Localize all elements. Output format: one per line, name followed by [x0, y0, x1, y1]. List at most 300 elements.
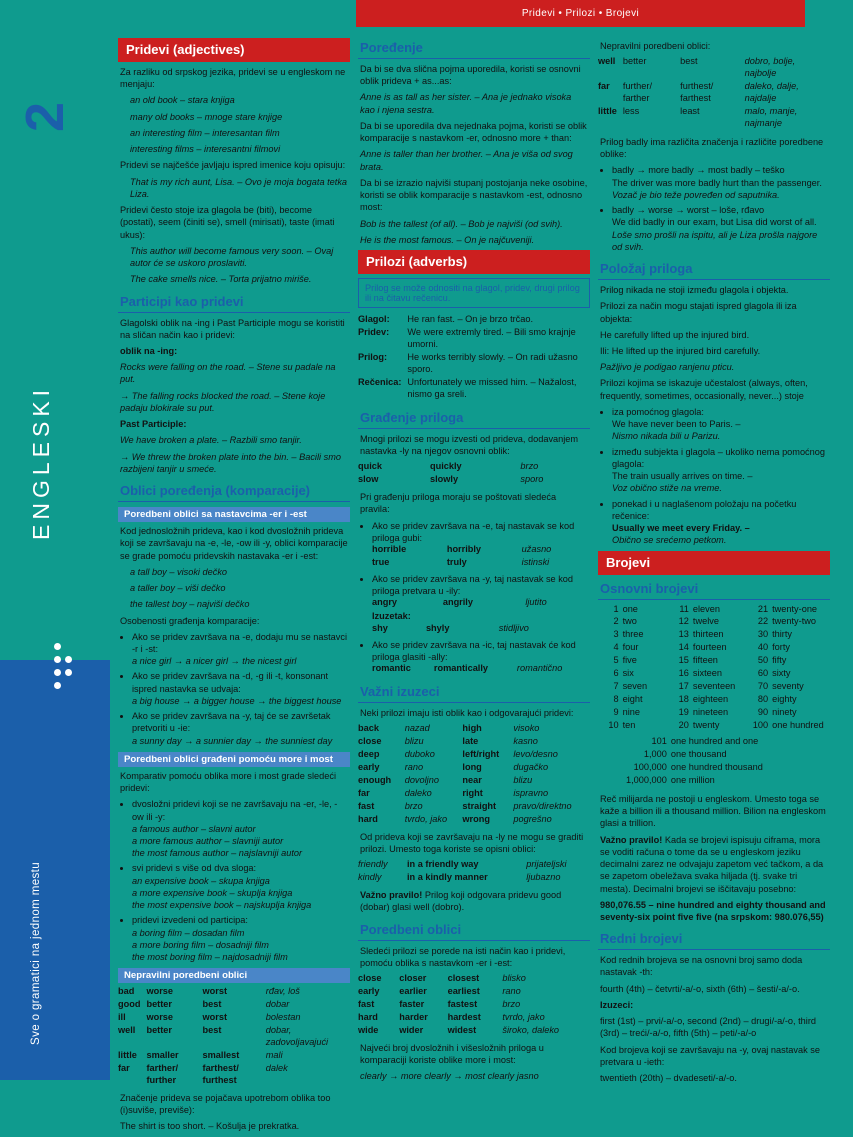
text: Osobenosti građenja komparacije: [120, 615, 260, 626]
table-cell: thirty [772, 629, 793, 640]
numbers-col-3 [753, 604, 830, 734]
list-item [612, 406, 828, 443]
heading-comparison-forms: Oblici poređenja (komparacije) [118, 481, 350, 502]
table-row [598, 720, 675, 733]
heading-adverbs: Prilozi (adverbs) [358, 250, 590, 274]
list-item [132, 862, 348, 911]
table-cell: 70 [757, 681, 769, 692]
table-cell: wide [358, 1024, 379, 1035]
exceptions-intro [358, 707, 590, 719]
text: Nepravilni poredbeni oblici: [600, 41, 711, 51]
adverb-usage-table [358, 314, 590, 402]
example: fourth (4th) – četvrti/-a/-o, sixth (6th) – šesti/-a/-o. [600, 983, 800, 994]
table-row [753, 668, 830, 681]
table-cell: close [358, 736, 382, 747]
column-three [598, 38, 830, 1088]
table-cell: worst [202, 1012, 228, 1023]
rule-example: We did badly in our exam, but Lisa did worst of all. [612, 217, 817, 228]
table-row [358, 859, 590, 872]
table-cell: 15 [678, 655, 689, 666]
table-row [675, 720, 752, 733]
label: Past Participle: [120, 419, 187, 430]
text: Od prideva koji se završavaju na -ly ne mogu se graditi prilozi. Umesto toga koriste se opisni oblici: [360, 831, 584, 855]
table-row [753, 604, 830, 617]
frequency-list [600, 406, 828, 547]
list-item [132, 710, 348, 747]
rule-text: Ako se pridev završava na -y, taj nastavak se kod priloga pretvara u -ily: [372, 573, 574, 597]
table-cell: ljubazno [526, 872, 561, 883]
table-row [358, 352, 590, 377]
table-cell: close [358, 973, 382, 984]
table-row [358, 814, 590, 827]
table-cell: 9 [613, 707, 619, 718]
table-cell: in a kindly manner [407, 872, 488, 883]
table-cell: 30 [757, 629, 769, 640]
numbers-notes [598, 793, 830, 923]
table-cell: early [358, 762, 380, 773]
table-cell: 6 [613, 668, 619, 679]
rule-text: svi pridevi s više od dva sloga: [132, 863, 257, 874]
formation-rule-list [360, 520, 588, 676]
table-cell: shy [372, 622, 388, 633]
table-cell: twenty [692, 720, 720, 731]
heading-adjectives: Pridevi (adjectives) [118, 38, 350, 62]
rule-text: između subjekta i glagola – ukoliko nema pomoćnog glagola: [612, 446, 825, 469]
table-cell: 7 [613, 681, 619, 692]
adjectives-body [118, 66, 350, 286]
table-row [598, 642, 675, 655]
rule-translation: Nismo nikada bili u Parizu. [612, 431, 721, 442]
example: This author will become famous very soon. – Ovaj autor će se uskoro proslaviti. [130, 245, 334, 269]
left-rail [0, 0, 110, 1080]
table-row [598, 56, 830, 81]
text: Komparativ pomoću oblika more i most grade sledeći pridevi: [120, 770, 337, 794]
table-row [675, 655, 752, 668]
adverb-position-body [598, 284, 830, 546]
table-cell: 50 [757, 655, 769, 666]
text: Kod jednosložnih prideva, kao i kod dvosložnih prideva koji se završavaju na -e, -le, -ow ili -y, oblici komparacije se grade pomoću pridevskih nastavaka -er i -est: [120, 526, 348, 561]
same-form-table [358, 723, 590, 827]
irregular-adjectives-table [118, 986, 350, 1088]
table-cell: Glagol: [358, 314, 390, 325]
text [360, 889, 588, 913]
adverb-y-table [372, 597, 588, 610]
table-row [372, 544, 588, 557]
rule-text: Kada se brojevi ispisuju ciframa, mora se voditi računa o tome da se u engleskom jeziku decimalni zarez ne odvajaju zapetom već tačkom, a da se zapetom obeležava svaka hiljada (tj. svake tri mesta). Decimalni brojevi se iščitavaju posebno: [600, 834, 824, 894]
table-cell: eight [622, 694, 643, 705]
table-cell: wrong [462, 813, 490, 824]
example: many old books – mnoge stare knjige [130, 111, 283, 122]
table-cell: eighty [772, 694, 797, 705]
table-row [358, 999, 590, 1012]
rule-example: We have never been to Paris. – [612, 419, 741, 430]
table-cell: harder [399, 1012, 428, 1022]
heading-participles: Participi kao pridevi [118, 292, 350, 313]
left-rail-blue-section [0, 660, 110, 1080]
table-row [753, 642, 830, 655]
table-cell: slow [358, 474, 379, 485]
table-cell: široko, daleko [502, 1024, 560, 1035]
table-cell: straight [462, 800, 497, 811]
column-one [118, 38, 350, 1137]
rule-example: a famous author – slavni autor [132, 823, 256, 834]
table-row [598, 655, 675, 668]
heading-ordinal-numbers: Redni brojevi [598, 929, 830, 950]
rule-text: ponekad i u naglašenom položaju na početku rečenice: [612, 498, 797, 521]
badly-section [598, 136, 830, 253]
table-cell: twenty-one [772, 603, 818, 614]
table-cell: less [622, 106, 640, 117]
table-cell: ten [622, 720, 636, 731]
table-row [358, 474, 590, 487]
irregular-adverbs-intro [598, 40, 830, 52]
table-cell: smaller [146, 1050, 179, 1061]
table-row [118, 986, 350, 999]
table-cell: 8 [613, 694, 619, 705]
heading-numbers: Brojevi [598, 551, 830, 575]
table-row [598, 762, 830, 775]
text: Reč milijarda ne postoji u engleskom. Umesto toga se kaže a billion ili a thousand million. Bilion na engleskom glasi a trillion. [600, 793, 826, 829]
table-row [598, 749, 830, 762]
text: Glagolski oblik na -ing i Past Participle mogu se koristiti na sličan način kao i pridevi: [120, 317, 345, 340]
table-cell: shyly [425, 622, 450, 633]
table-cell: 3 [613, 629, 619, 640]
ordinal-numbers-body [598, 954, 830, 1084]
numbers-col-2 [675, 604, 752, 734]
table-cell: ispravno [513, 787, 549, 798]
rule-example: a more famous author – slavniji autor [132, 836, 284, 847]
descriptive-forms-table [358, 859, 590, 885]
table-cell: quick [358, 461, 382, 472]
table-cell: eleven [692, 603, 720, 614]
table-cell: kasno [513, 736, 538, 747]
table-cell: 5 [613, 655, 619, 666]
text: Za razliku od srpskog jezika, pridevi se u engleskom ne menjaju: [120, 67, 346, 90]
table-cell: nine [622, 707, 640, 718]
table-cell: kindly [358, 872, 382, 883]
table-cell: dobar, zadovoljavajući [265, 1025, 329, 1048]
rule-text: Ako se pridev završava na -e, taj nastavak se kod priloga gubi: [372, 520, 575, 543]
table-cell: He ran fast. – On je brzo trčao. [407, 314, 534, 325]
top-header-bar [356, 0, 805, 27]
text: The shirt is too short. – Košulja je prekratka. [120, 1121, 300, 1132]
table-cell: angry [372, 597, 398, 608]
table-cell: sixty [772, 668, 791, 679]
table-cell: pogrešno [513, 813, 552, 824]
table-cell: least [680, 106, 700, 117]
numbers-col-1 [598, 604, 675, 734]
adverb-comparison-intro [358, 945, 590, 969]
table-row [675, 707, 752, 720]
table-cell: brzo [404, 800, 423, 811]
table-cell: 1,000,000 [626, 774, 667, 785]
table-row [118, 1025, 350, 1050]
table-cell: better [146, 1025, 172, 1036]
rule-text: badly → more badly → most badly – teško [612, 165, 785, 176]
adverb-ic-table [372, 663, 588, 676]
text [600, 834, 828, 895]
table-cell: smallest [202, 1050, 240, 1061]
rule-example: a more boring film – dosadniji film [132, 939, 269, 950]
rule-translation: Vozač je bio teže povređen od saputnika. [612, 189, 780, 200]
table-cell: further/ farther [622, 81, 652, 104]
table-cell: friendly [358, 859, 388, 870]
text: Da bi se uporedila dva nejednaka pojma, koristi se oblik komparacije s nastavkom -er, odnosno more + than: [360, 120, 587, 144]
table-row [358, 872, 590, 885]
list-item [612, 498, 828, 547]
table-cell: one [622, 603, 638, 614]
table-row [753, 629, 830, 642]
table-row [753, 720, 830, 733]
table-row [753, 616, 830, 629]
table-row [358, 973, 590, 986]
heading-adverb-comparison: Poredbeni oblici [358, 920, 590, 941]
table-cell: hardest [447, 1012, 481, 1022]
formation-rules [358, 491, 590, 676]
table-cell: worse [146, 1012, 174, 1023]
table-cell: one hundred and one [670, 736, 759, 747]
rule-translation: Voz obično stiže na vreme. [612, 483, 722, 494]
table-cell: rano [404, 762, 424, 773]
rule-example: a big house → a bigger house → the biggest house [132, 695, 342, 706]
table-cell: brzo [520, 461, 539, 472]
text: Da bi se izrazio najviši stupanj postojanja neke osobine, koristi se oblik komparacije s nastavkom -est, odnosno most: [360, 177, 588, 213]
adverb-more-most [358, 1042, 590, 1083]
list-item [132, 914, 348, 963]
table-cell: farthest/ furthest [202, 1063, 239, 1086]
table-cell: in a friendly way [407, 859, 479, 870]
rules-list [120, 631, 348, 747]
table-row [675, 642, 752, 655]
table-cell: dugačko [513, 762, 549, 773]
table-row [118, 1012, 350, 1025]
table-cell: dobar [265, 999, 290, 1010]
text: Da bi se dva slična pojma uporedila, koristi se osnovni oblik prideva + as...as: [360, 64, 581, 87]
text: Prilog nikada ne stoji između glagola i objekta. [600, 285, 789, 296]
table-cell: rano [502, 986, 521, 997]
table-row [118, 999, 350, 1012]
example: We have broken a plate. – Razbili smo tanjir. [120, 435, 302, 446]
table-cell: daleko [404, 787, 432, 798]
table-cell: We were extremly tired. – Bili smo krajnje umorni. [407, 327, 576, 349]
too-note [118, 1092, 350, 1133]
table-row [753, 694, 830, 707]
example-translation: Pažljivo je podigao ranjenu pticu. [600, 362, 735, 373]
table-row [675, 694, 752, 707]
table-cell: better [146, 999, 172, 1010]
table-cell: little [118, 1050, 137, 1061]
text: Značenje prideva se pojačava upotrebom oblika too (i)suviše, previše): [120, 1092, 331, 1116]
table-cell: 101 [651, 736, 667, 747]
heading-adverb-formation: Građenje priloga [358, 408, 590, 429]
table-cell: worse [146, 986, 174, 997]
table-cell: dovoljno [404, 775, 439, 786]
table-row [598, 81, 830, 106]
example: twentieth (20th) – dvadeseti/-a/-o. [600, 1073, 737, 1084]
example: clearly → more clearly → most clearly jasno [360, 1071, 539, 1082]
table-cell: best [680, 56, 698, 67]
heading-cardinal-numbers: Osnovni brojevi [598, 579, 830, 600]
table-row [675, 604, 752, 617]
table-cell: nineteen [692, 707, 729, 718]
table-row [358, 986, 590, 999]
table-cell: far [118, 1063, 130, 1074]
table-cell: best [202, 1025, 222, 1036]
table-cell: three [622, 629, 644, 640]
table-cell: one hundred thousand [670, 761, 763, 772]
table-cell: high [462, 723, 482, 734]
heading-poredjenje: Poređenje [358, 38, 590, 59]
list-item [132, 670, 348, 707]
table-cell: dalek [265, 1063, 288, 1074]
table-cell: romantično [516, 663, 563, 674]
example: Anne is taller than her brother. – Ana je viša od svog brata. [360, 149, 573, 172]
more-most-body [118, 770, 350, 964]
table-cell: seventeen [692, 681, 736, 692]
example: interesting films – interesantni filmovi [130, 144, 281, 155]
subheading-irregular-forms: Nepravilni poredbeni oblici [118, 968, 350, 983]
text: Prilog badly ima različita značenja i različite poredbene oblike: [600, 136, 824, 160]
table-cell: Prilog: [358, 351, 388, 362]
table-row [675, 616, 752, 629]
table-row [598, 106, 830, 131]
table-cell: fifty [772, 655, 787, 666]
table-row [372, 597, 588, 610]
table-row [598, 736, 830, 749]
table-cell: 22 [757, 616, 769, 627]
adverbs-definition-panel [358, 278, 590, 308]
table-row [358, 723, 590, 736]
table-cell: blizu [513, 775, 533, 786]
label: Izuzeci: [600, 999, 634, 1010]
table-cell: good [118, 999, 141, 1010]
rule-example: an expensive book – skupa knjiga [132, 875, 270, 886]
table-cell: stidljivo [498, 622, 529, 633]
table-row [598, 775, 830, 788]
table-cell: 4 [613, 642, 619, 653]
er-est-body [118, 525, 350, 747]
rule-text: Ako se pridev završava na -ic, taj nastavak će kod priloga glasiti -ally: [372, 639, 576, 662]
table-cell: dobro, bolje, najbolje [744, 56, 796, 79]
table-cell: 16 [678, 668, 689, 679]
well-rule [358, 889, 590, 913]
badly-list [600, 164, 828, 253]
table-row [598, 681, 675, 694]
table-cell: farther/ further [146, 1063, 179, 1086]
rule-text: dvosložni pridevi koji se ne završavaju na -er, -le, -ow ili -y: [132, 799, 338, 822]
example: a tall boy – visoki dečko [130, 566, 228, 577]
list-item [132, 798, 348, 859]
list-item [372, 573, 588, 636]
table-cell: widest [447, 1024, 477, 1035]
table-cell: right [462, 787, 483, 798]
rule-text: iza pomoćnog glagola: [612, 406, 704, 417]
table-cell: rđav, loš [265, 986, 300, 997]
adverb-comparison-table [358, 973, 590, 1038]
example: The cake smells nice. – Torta prijatno miriše. [130, 274, 312, 285]
table-row [358, 801, 590, 814]
top-header-text: Pridevi • Prilozi • Brojevi [521, 8, 640, 19]
column-two [358, 38, 590, 1087]
table-cell: fast [358, 800, 375, 811]
text: Najveći broj dvosložnih i višesložnih priloga u komparaciji koriste oblike more i most: [360, 1042, 544, 1066]
table-cell: quickly [430, 461, 462, 472]
text: Neki prilozi imaju isti oblik kao i odgovarajući pridevi: [360, 707, 574, 718]
table-row [372, 663, 588, 676]
table-cell: thirteen [692, 629, 724, 640]
table-row [598, 694, 675, 707]
table-row [753, 681, 830, 694]
table-row [358, 762, 590, 775]
table-cell: bolestan [265, 1012, 301, 1023]
large-numbers-table [598, 736, 830, 788]
table-cell: fast [358, 999, 375, 1010]
table-cell: furthest/ farthest [680, 81, 714, 104]
table-cell: užasno [521, 544, 552, 555]
list-item [612, 204, 828, 253]
label: oblik na -ing: [120, 345, 178, 356]
table-cell: better [622, 56, 647, 67]
table-cell: four [622, 642, 639, 653]
table-cell: worst [202, 986, 228, 997]
table-cell: daleko, dalje, najdalje [744, 81, 799, 104]
table-cell: 90 [757, 707, 769, 718]
text [600, 899, 828, 923]
table-cell: near [462, 775, 482, 786]
table-cell: fastest [447, 999, 478, 1010]
table-cell: wider [399, 1024, 424, 1035]
table-cell: He works terribly slowly. – On radi užasno sporo. [407, 351, 578, 374]
table-cell: horrible [372, 544, 407, 555]
table-cell: 80 [757, 694, 769, 705]
table-cell: deep [358, 749, 380, 760]
table-cell: sporo [520, 474, 544, 485]
rail-title: ENGLESKI [28, 384, 54, 540]
rule-example: a sunny day → a sunnier day → the sunniest day [132, 735, 333, 746]
table-cell: malo, manje, najmanje [744, 106, 798, 128]
table-cell: closer [399, 973, 427, 984]
subheading-more-most: Poredbeni oblici građeni pomoću more i most [118, 752, 350, 767]
example: first (1st) – prvi/-a/-o, second (2nd) – drugi/-a/-o, third (3rd) – treći/-a/-o, fifth (5th) – peti/-a/-o [600, 1016, 816, 1039]
rule-text: pridevi izvedeni od participa: [132, 915, 248, 926]
table-cell: levo/desno [513, 749, 558, 760]
heading-important-exceptions: Važni izuzeci [358, 682, 590, 703]
table-cell: forty [772, 642, 790, 653]
example: an interesting film – interesantan film [130, 127, 280, 138]
example: Ili: He lifted up the injured bird carefully. [600, 346, 761, 356]
table-cell: 14 [678, 642, 689, 653]
rule-text: Ako se pridev završava na -y, taj će se završetak pretvoriti u -ie: [132, 711, 331, 734]
table-cell: tvrdo, jako [404, 813, 448, 824]
rule-example: a boring film – dosadan film [132, 927, 245, 938]
table-cell: 60 [757, 668, 769, 679]
table-cell: 1 [613, 603, 619, 614]
table-row [598, 604, 675, 617]
table-cell: late [462, 736, 479, 747]
table-cell: ill [118, 1012, 126, 1023]
table-cell: 13 [678, 629, 689, 640]
rule-translation: Loše smo prošli na ispitu, ali je Liza prošla najgore od svih. [612, 229, 818, 252]
poredjenje-body [358, 63, 590, 246]
table-cell: twelve [692, 616, 719, 627]
example: Anne is as tall as her sister. – Ana je jednako visoka kao i njena sestra. [360, 92, 572, 115]
table-row [753, 655, 830, 668]
adverb-formation-body [358, 433, 590, 457]
table-cell: well [118, 1025, 136, 1036]
table-cell: brzo [502, 999, 521, 1010]
table-cell: one million [670, 774, 715, 785]
table-cell: blisko [502, 973, 526, 984]
